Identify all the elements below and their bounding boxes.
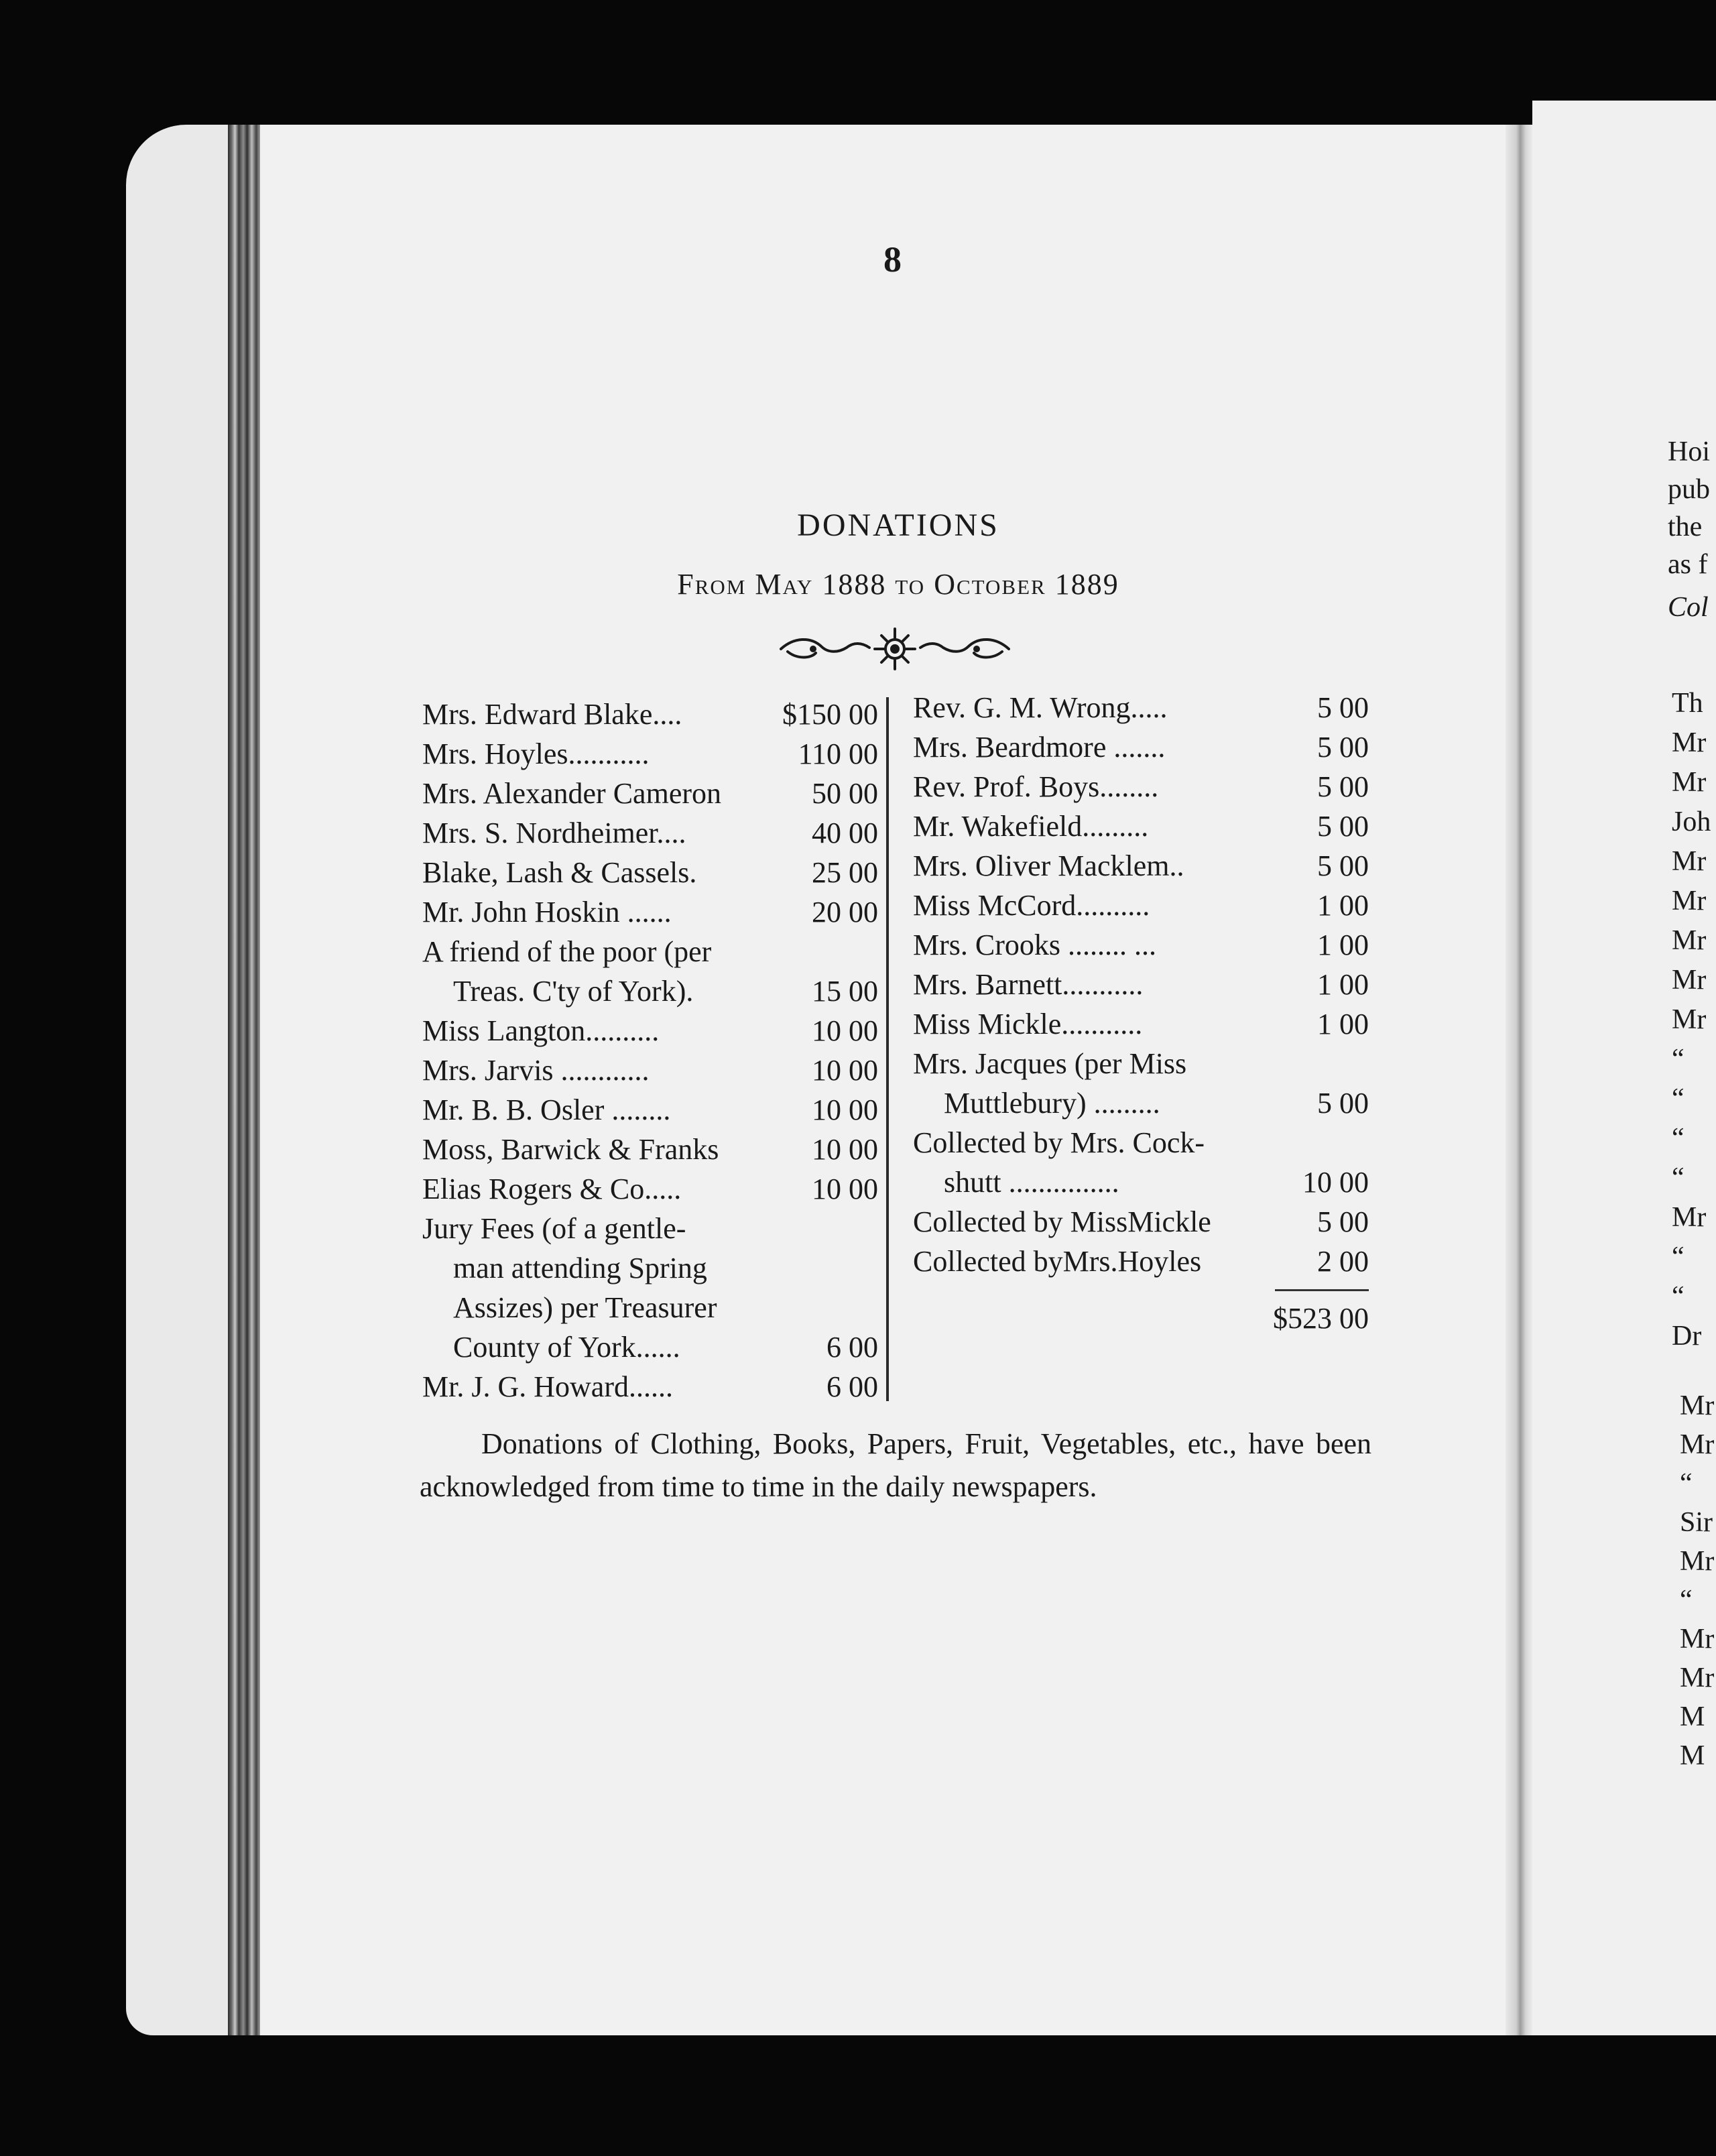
donation-row [913,1202,1369,1242]
donation-row [422,1090,878,1130]
right-page-text-bottom [1680,1386,1714,1775]
donation-amount: 6 00 [826,1370,878,1403]
right-page-line: “ [1672,1242,1684,1272]
donor-name: Mrs. Jacques (per Miss [913,1047,1187,1080]
donor-name: Elias Rogers & Co..... [422,1173,682,1205]
right-page-line: Mr [1672,1202,1707,1233]
donation-row [422,1169,878,1209]
donor-name: Treas. C'ty of York). [453,975,694,1008]
right-page-line: Mr [1680,1624,1715,1655]
donation-row [422,892,878,932]
donation-amount: $150 00 [782,698,878,731]
donor-name: Mrs. Edward Blake.... [422,698,682,731]
donor-name: Jury Fees (of a gentle- [422,1212,686,1245]
donor-name: County of York...... [453,1331,680,1364]
right-page-line: “ [1672,1123,1684,1154]
right-page-line: Mr [1672,767,1707,798]
donation-row [913,1083,1369,1123]
donation-row [422,813,878,853]
right-page-line: Dr [1672,1321,1702,1352]
donation-amount: 25 00 [812,856,878,889]
donor-name: Mrs. Alexander Cameron [422,777,721,810]
donation-amount: 110 00 [798,737,878,770]
right-page-line: Mr [1672,727,1707,758]
donation-row [913,767,1369,806]
column-divider [886,697,889,1401]
right-page-line: “ [1672,1044,1684,1075]
ornament-flourish-icon [774,622,1016,676]
donor-name: Mr. John Hoskin ...... [422,896,672,929]
donation-amount: 40 00 [812,817,878,849]
right-page-line: the [1668,512,1703,542]
donation-amount: 10 00 [812,1054,878,1087]
donation-amount: 10 00 [812,1133,878,1166]
right-page-line: Th [1672,688,1703,719]
total-rule-row [913,1281,1369,1299]
donation-amount: 1 00 [1317,968,1369,1001]
right-page-line: Mr [1680,1429,1715,1460]
page-subtitle: From May 1888 to October 1889 [677,568,1119,601]
page-stack-edges [228,125,260,2035]
right-page-text-italic: Col [1668,592,1709,623]
donation-amount: 1 00 [1317,1008,1369,1040]
right-page-line: “ [1680,1585,1693,1616]
donation-row [422,695,878,734]
donor-name: man attending Spring [453,1252,707,1284]
donation-row [422,734,878,774]
donation-amount: 5 00 [1317,731,1369,764]
donor-name: Moss, Barwick & Franks [422,1133,719,1166]
donation-row [913,688,1369,727]
donation-row [913,727,1369,767]
donor-name: A friend of the poor (per [422,935,712,968]
donation-amount: 15 00 [812,975,878,1008]
donor-name: Collected by Mrs. Cock- [913,1126,1205,1159]
total-row [913,1299,1369,1338]
donor-name: Miss Langton.......... [422,1014,660,1047]
donation-row [422,774,878,813]
donor-name: Collected by MissMickle [913,1205,1211,1238]
right-page-line: Mr [1680,1390,1715,1421]
donation-amount: 10 00 [812,1014,878,1047]
donor-name: Collected byMrs.Hoyles [913,1245,1202,1278]
donor-name: Blake, Lash & Cassels. [422,856,697,889]
donor-name: Mr. Wakefield......... [913,810,1149,843]
donation-amount: 20 00 [812,896,878,929]
donation-row [422,1130,878,1169]
right-page-line: “ [1672,1281,1684,1312]
right-page-text-top [1668,433,1710,583]
donor-name: Mrs. Crooks ........ ... [913,929,1157,961]
donation-row [422,1051,878,1090]
right-page-line: Mr [1680,1546,1715,1577]
donor-name: Mrs. Hoyles........... [422,737,650,770]
right-page-line: Hoi [1668,436,1710,467]
page-title: DONATIONS [797,507,999,543]
donation-row [422,932,878,971]
donor-name: Mrs. Jarvis ............ [422,1054,650,1087]
donation-amount: 5 00 [1317,770,1369,803]
right-page-line: Mr [1672,965,1707,996]
right-page-line: M [1680,1740,1705,1771]
donor-name: Miss Mickle........... [913,1008,1143,1040]
right-page-line: “ [1672,1083,1684,1114]
donor-name: shutt ............... [944,1166,1119,1199]
donation-row [913,1242,1369,1281]
donation-amount: 1 00 [1317,929,1369,961]
donor-name: Assizes) per Treasurer [453,1291,717,1324]
donation-row [422,1248,878,1288]
donations-note-text: Donations of Clothing, Books, Papers, Fruit, Vegetables, etc., have been acknowledged from time to time in the daily newspapers. [420,1427,1371,1503]
donation-amount: 5 00 [1317,810,1369,843]
right-page-line: Mr [1672,925,1707,956]
donation-row [422,971,878,1011]
donation-amount: 5 00 [1317,691,1369,724]
donation-amount: 10 00 [812,1093,878,1126]
right-page-line: as f [1668,549,1708,580]
donation-row [913,1004,1369,1044]
donation-row [422,853,878,892]
donation-amount: 6 00 [826,1331,878,1364]
page-number: 8 [883,239,902,280]
donor-name: Rev. G. M. Wrong..... [913,691,1168,724]
donor-name: Mr. B. B. Osler ........ [422,1093,671,1126]
total-rule [1275,1289,1369,1291]
donation-row [422,1288,878,1327]
right-page-line: pub [1668,474,1710,505]
donor-name: Muttlebury) ......... [944,1087,1160,1120]
right-page-line: Mr [1672,846,1707,877]
donation-row [913,1044,1369,1083]
donation-row [913,806,1369,846]
donor-name: Mrs. S. Nordheimer.... [422,817,686,849]
donation-row [913,846,1369,886]
right-page-line: Sir [1680,1507,1713,1538]
donation-row [913,965,1369,1004]
donor-name: Mrs. Barnett........... [913,968,1144,1001]
donation-amount: 5 00 [1317,849,1369,882]
donation-row [422,1367,878,1406]
donor-name: Rev. Prof. Boys........ [913,770,1159,803]
donation-amount: 50 00 [812,777,878,810]
donation-amount: 5 00 [1317,1087,1369,1120]
donor-list-right [913,688,1369,1338]
donation-amount: 2 00 [1317,1245,1369,1278]
donation-row [422,1327,878,1367]
right-page-line: Joh [1672,806,1711,837]
donation-row [422,1011,878,1051]
right-page-line: Mr [1672,886,1707,916]
donations-note [420,1423,1371,1508]
donation-row [913,1123,1369,1162]
donation-amount: 10 00 [812,1173,878,1205]
donation-amount: 10 00 [1302,1166,1369,1199]
donor-name: Mrs. Oliver Macklem.. [913,849,1184,882]
donation-row [913,1162,1369,1202]
donation-amount: 1 00 [1317,889,1369,922]
right-page-text-middle [1672,684,1711,1356]
donation-amount: 5 00 [1317,1205,1369,1238]
book-gutter [1506,125,1532,2035]
right-page-line: “ [1672,1162,1684,1193]
donation-total: $523 00 [1273,1302,1369,1335]
right-page-line: “ [1680,1468,1693,1499]
donor-name: Mr. J. G. Howard...... [422,1370,673,1403]
right-page-line: Mr [1672,1004,1707,1035]
donation-row [913,886,1369,925]
right-page-line: M [1680,1701,1705,1732]
right-page-line: Mr [1680,1663,1715,1693]
donation-row [422,1209,878,1248]
donor-list-left [422,695,878,1406]
donor-name: Mrs. Beardmore ....... [913,731,1166,764]
donor-name: Miss McCord.......... [913,889,1150,922]
donation-row [913,925,1369,965]
